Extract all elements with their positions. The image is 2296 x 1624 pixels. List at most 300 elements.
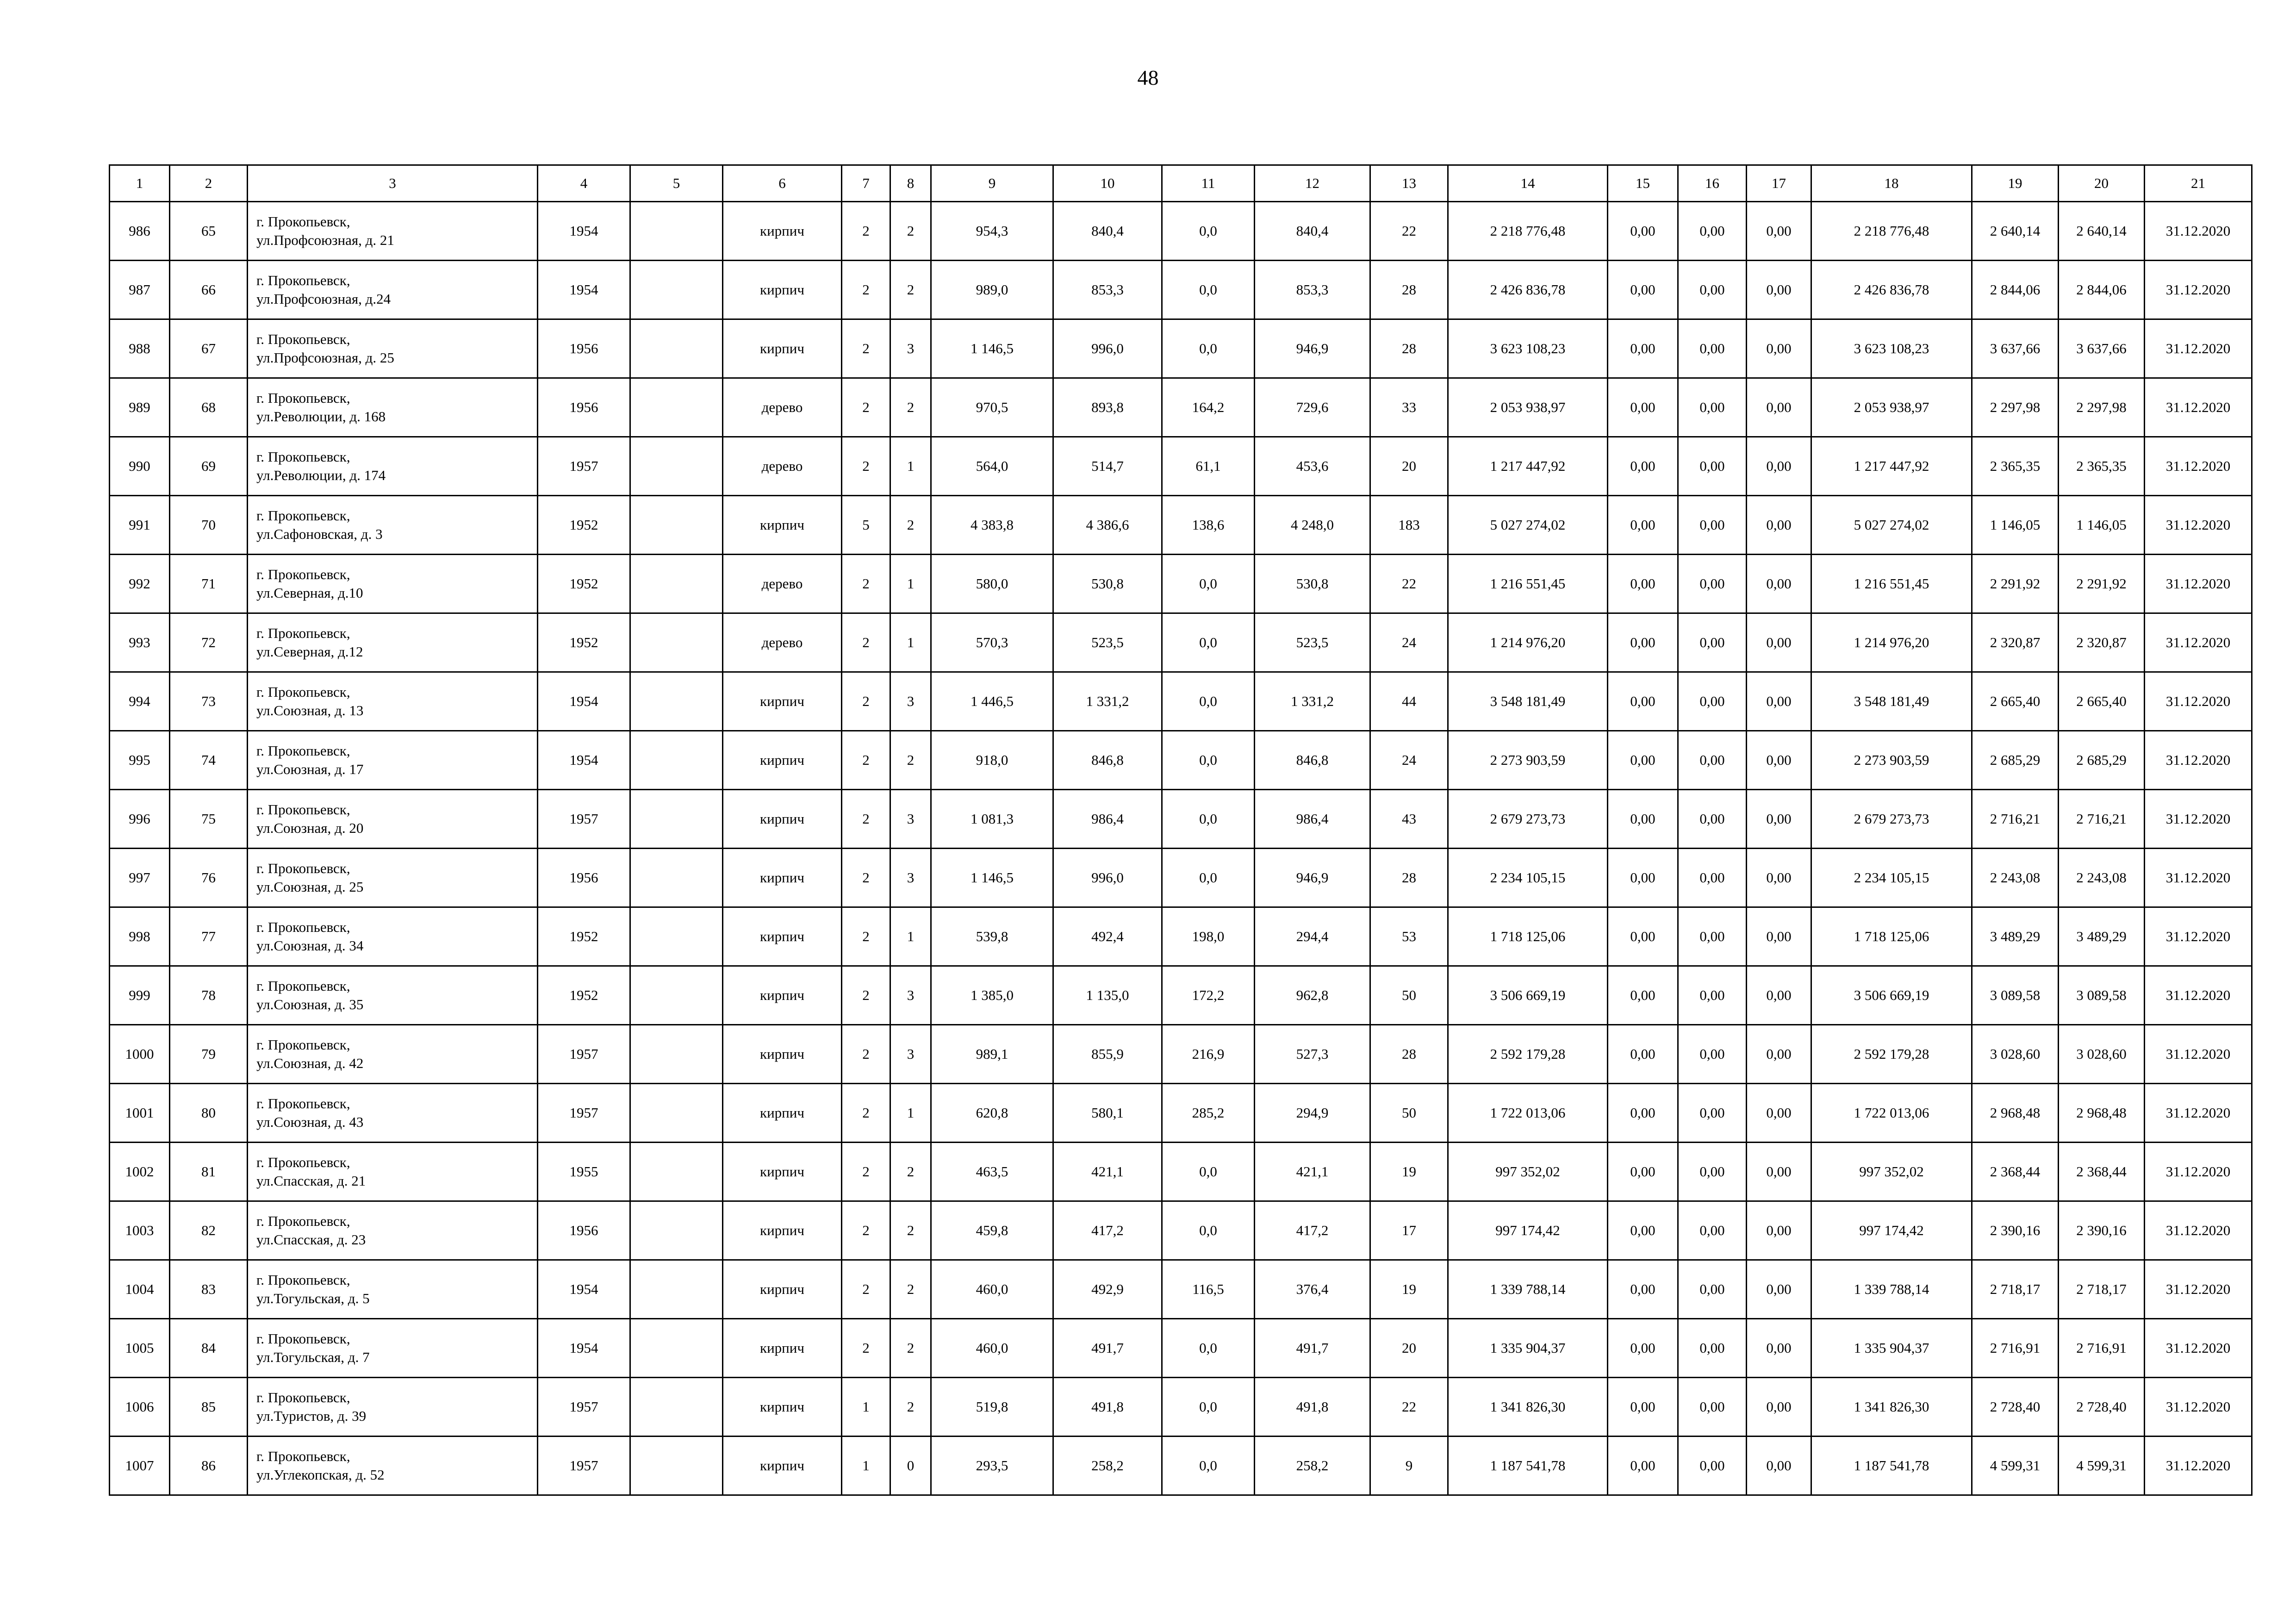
column-9-cell: 570,3 bbox=[931, 613, 1053, 672]
column-14-cell: 3 506 669,19 bbox=[1448, 966, 1608, 1025]
address-city: г. Прокопьевск, bbox=[256, 919, 350, 935]
column-14-cell: 2 426 836,78 bbox=[1448, 261, 1608, 319]
address-cell bbox=[248, 261, 538, 319]
address-street: ул.Северная, д.12 bbox=[256, 643, 363, 660]
table-row bbox=[110, 672, 2252, 731]
date-cell: 31.12.2020 bbox=[2145, 378, 2252, 437]
address-street: ул.Тогульская, д. 7 bbox=[256, 1349, 370, 1365]
column-5-cell bbox=[630, 907, 723, 966]
address-cell bbox=[248, 1437, 538, 1495]
column-8-cell: 2 bbox=[890, 1378, 931, 1437]
column-19-cell: 2 718,17 bbox=[1972, 1260, 2059, 1319]
column-17-cell: 0,00 bbox=[1747, 202, 1811, 261]
column-11-cell: 0,0 bbox=[1162, 1437, 1255, 1495]
material-cell: кирпич bbox=[723, 496, 842, 555]
column-18-cell: 1 339 788,14 bbox=[1811, 1260, 1972, 1319]
column-11-cell: 198,0 bbox=[1162, 907, 1255, 966]
date-cell: 31.12.2020 bbox=[2145, 496, 2252, 555]
column-16-cell: 0,00 bbox=[1678, 1319, 1747, 1378]
column-17-cell: 0,00 bbox=[1747, 731, 1811, 790]
column-15-cell: 0,00 bbox=[1608, 613, 1678, 672]
column-9-cell: 918,0 bbox=[931, 731, 1053, 790]
column-17-cell: 0,00 bbox=[1747, 672, 1811, 731]
column-8-cell: 2 bbox=[890, 496, 931, 555]
date-cell: 31.12.2020 bbox=[2145, 1025, 2252, 1084]
address-street: ул.Профсоюзная, д. 25 bbox=[256, 350, 394, 366]
address-street: ул.Спасская, д. 21 bbox=[256, 1173, 366, 1189]
column-9-cell: 539,8 bbox=[931, 907, 1053, 966]
column-7-cell: 2 bbox=[842, 907, 890, 966]
date-cell: 31.12.2020 bbox=[2145, 613, 2252, 672]
column-7-cell: 2 bbox=[842, 1319, 890, 1378]
column-8-cell: 3 bbox=[890, 1025, 931, 1084]
column-9-cell: 460,0 bbox=[931, 1260, 1053, 1319]
row-number-cell: 1003 bbox=[110, 1201, 170, 1260]
column-12-cell: 986,4 bbox=[1255, 790, 1370, 849]
table-row bbox=[110, 966, 2252, 1025]
column-16-cell: 0,00 bbox=[1678, 378, 1747, 437]
column-20-cell: 2 365,35 bbox=[2059, 437, 2145, 496]
material-cell: дерево bbox=[723, 378, 842, 437]
sub-number-cell: 86 bbox=[170, 1437, 248, 1495]
column-header: 18 bbox=[1811, 165, 1972, 202]
column-14-cell: 997 352,02 bbox=[1448, 1143, 1608, 1201]
column-18-cell: 1 718 125,06 bbox=[1811, 907, 1972, 966]
column-12-cell: 853,3 bbox=[1255, 261, 1370, 319]
column-8-cell: 2 bbox=[890, 1260, 931, 1319]
year-cell: 1954 bbox=[538, 672, 630, 731]
column-12-cell: 523,5 bbox=[1255, 613, 1370, 672]
column-16-cell: 0,00 bbox=[1678, 202, 1747, 261]
table-row bbox=[110, 261, 2252, 319]
column-20-cell: 2 368,44 bbox=[2059, 1143, 2145, 1201]
column-19-cell: 2 291,92 bbox=[1972, 555, 2059, 613]
column-18-cell: 2 218 776,48 bbox=[1811, 202, 1972, 261]
column-5-cell bbox=[630, 202, 723, 261]
address-street: ул.Союзная, д. 34 bbox=[256, 937, 364, 954]
column-18-cell: 2 592 179,28 bbox=[1811, 1025, 1972, 1084]
column-10-cell: 996,0 bbox=[1053, 849, 1162, 907]
table-body bbox=[110, 202, 2252, 1495]
year-cell: 1954 bbox=[538, 1319, 630, 1378]
column-9-cell: 1 146,5 bbox=[931, 319, 1053, 378]
column-13-cell: 44 bbox=[1370, 672, 1448, 731]
column-7-cell: 2 bbox=[842, 555, 890, 613]
column-11-cell: 0,0 bbox=[1162, 261, 1255, 319]
column-8-cell: 2 bbox=[890, 1201, 931, 1260]
column-20-cell: 2 640,14 bbox=[2059, 202, 2145, 261]
address-cell bbox=[248, 1025, 538, 1084]
column-19-cell: 2 665,40 bbox=[1972, 672, 2059, 731]
address-street: ул.Союзная, д. 35 bbox=[256, 996, 364, 1012]
column-header: 2 bbox=[170, 165, 248, 202]
row-number-cell: 1002 bbox=[110, 1143, 170, 1201]
column-9-cell: 519,8 bbox=[931, 1378, 1053, 1437]
column-12-cell: 258,2 bbox=[1255, 1437, 1370, 1495]
column-19-cell: 2 716,21 bbox=[1972, 790, 2059, 849]
column-17-cell: 0,00 bbox=[1747, 555, 1811, 613]
column-13-cell: 17 bbox=[1370, 1201, 1448, 1260]
column-12-cell: 491,7 bbox=[1255, 1319, 1370, 1378]
column-header: 8 bbox=[890, 165, 931, 202]
address-city: г. Прокопьевск, bbox=[256, 1213, 350, 1229]
column-19-cell: 2 728,40 bbox=[1972, 1378, 2059, 1437]
column-7-cell: 2 bbox=[842, 1025, 890, 1084]
column-5-cell bbox=[630, 1025, 723, 1084]
column-5-cell bbox=[630, 1201, 723, 1260]
column-9-cell: 564,0 bbox=[931, 437, 1053, 496]
column-10-cell: 853,3 bbox=[1053, 261, 1162, 319]
page-number: 48 bbox=[1137, 66, 1159, 89]
column-11-cell: 0,0 bbox=[1162, 202, 1255, 261]
column-5-cell bbox=[630, 1260, 723, 1319]
column-13-cell: 22 bbox=[1370, 555, 1448, 613]
date-cell: 31.12.2020 bbox=[2145, 437, 2252, 496]
row-number-cell: 994 bbox=[110, 672, 170, 731]
column-7-cell: 2 bbox=[842, 672, 890, 731]
column-9-cell: 970,5 bbox=[931, 378, 1053, 437]
address-cell bbox=[248, 1084, 538, 1143]
column-15-cell: 0,00 bbox=[1608, 555, 1678, 613]
material-cell: кирпич bbox=[723, 1260, 842, 1319]
column-16-cell: 0,00 bbox=[1678, 1201, 1747, 1260]
column-11-cell: 0,0 bbox=[1162, 1201, 1255, 1260]
column-10-cell: 1 331,2 bbox=[1053, 672, 1162, 731]
column-9-cell: 620,8 bbox=[931, 1084, 1053, 1143]
column-11-cell: 0,0 bbox=[1162, 849, 1255, 907]
column-12-cell: 376,4 bbox=[1255, 1260, 1370, 1319]
address-city: г. Прокопьевск, bbox=[256, 801, 350, 818]
column-14-cell: 5 027 274,02 bbox=[1448, 496, 1608, 555]
column-8-cell: 2 bbox=[890, 378, 931, 437]
column-8-cell: 2 bbox=[890, 1319, 931, 1378]
column-20-cell: 2 718,17 bbox=[2059, 1260, 2145, 1319]
column-20-cell: 2 685,29 bbox=[2059, 731, 2145, 790]
column-17-cell: 0,00 bbox=[1747, 1437, 1811, 1495]
address-cell bbox=[248, 437, 538, 496]
column-9-cell: 1 385,0 bbox=[931, 966, 1053, 1025]
column-15-cell: 0,00 bbox=[1608, 1143, 1678, 1201]
address-cell bbox=[248, 202, 538, 261]
column-18-cell: 1 722 013,06 bbox=[1811, 1084, 1972, 1143]
sub-number-cell: 67 bbox=[170, 319, 248, 378]
column-14-cell: 1 339 788,14 bbox=[1448, 1260, 1608, 1319]
column-11-cell: 0,0 bbox=[1162, 319, 1255, 378]
column-17-cell: 0,00 bbox=[1747, 966, 1811, 1025]
column-5-cell bbox=[630, 1378, 723, 1437]
column-7-cell: 2 bbox=[842, 319, 890, 378]
column-18-cell: 1 214 976,20 bbox=[1811, 613, 1972, 672]
column-20-cell: 2 716,91 bbox=[2059, 1319, 2145, 1378]
year-cell: 1957 bbox=[538, 790, 630, 849]
column-11-cell: 0,0 bbox=[1162, 555, 1255, 613]
column-header: 16 bbox=[1678, 165, 1747, 202]
column-5-cell bbox=[630, 613, 723, 672]
row-number-cell: 999 bbox=[110, 966, 170, 1025]
column-14-cell: 1 718 125,06 bbox=[1448, 907, 1608, 966]
column-header: 17 bbox=[1747, 165, 1811, 202]
date-cell: 31.12.2020 bbox=[2145, 907, 2252, 966]
table-row bbox=[110, 1084, 2252, 1143]
column-10-cell: 1 135,0 bbox=[1053, 966, 1162, 1025]
column-8-cell: 3 bbox=[890, 849, 931, 907]
row-number-cell: 986 bbox=[110, 202, 170, 261]
address-cell bbox=[248, 966, 538, 1025]
column-11-cell: 164,2 bbox=[1162, 378, 1255, 437]
column-13-cell: 53 bbox=[1370, 907, 1448, 966]
column-10-cell: 492,9 bbox=[1053, 1260, 1162, 1319]
column-13-cell: 20 bbox=[1370, 437, 1448, 496]
table-row bbox=[110, 1025, 2252, 1084]
material-cell: кирпич bbox=[723, 1319, 842, 1378]
date-cell: 31.12.2020 bbox=[2145, 1084, 2252, 1143]
row-number-cell: 1001 bbox=[110, 1084, 170, 1143]
address-street: ул.Сафоновская, д. 3 bbox=[256, 526, 383, 542]
column-8-cell: 1 bbox=[890, 1084, 931, 1143]
column-19-cell: 1 146,05 bbox=[1972, 496, 2059, 555]
column-17-cell: 0,00 bbox=[1747, 319, 1811, 378]
column-9-cell: 1 146,5 bbox=[931, 849, 1053, 907]
column-16-cell: 0,00 bbox=[1678, 1084, 1747, 1143]
column-9-cell: 1 446,5 bbox=[931, 672, 1053, 731]
column-15-cell: 0,00 bbox=[1608, 1025, 1678, 1084]
year-cell: 1952 bbox=[538, 907, 630, 966]
sub-number-cell: 78 bbox=[170, 966, 248, 1025]
column-17-cell: 0,00 bbox=[1747, 1025, 1811, 1084]
column-5-cell bbox=[630, 378, 723, 437]
column-12-cell: 4 248,0 bbox=[1255, 496, 1370, 555]
column-11-cell: 0,0 bbox=[1162, 731, 1255, 790]
address-city: г. Прокопьевск, bbox=[256, 743, 350, 759]
column-8-cell: 2 bbox=[890, 1143, 931, 1201]
column-10-cell: 491,7 bbox=[1053, 1319, 1162, 1378]
column-15-cell: 0,00 bbox=[1608, 849, 1678, 907]
column-17-cell: 0,00 bbox=[1747, 1084, 1811, 1143]
column-15-cell: 0,00 bbox=[1608, 1437, 1678, 1495]
date-cell: 31.12.2020 bbox=[2145, 319, 2252, 378]
column-20-cell: 2 716,21 bbox=[2059, 790, 2145, 849]
column-header: 19 bbox=[1972, 165, 2059, 202]
column-11-cell: 0,0 bbox=[1162, 790, 1255, 849]
date-cell: 31.12.2020 bbox=[2145, 672, 2252, 731]
column-20-cell: 2 291,92 bbox=[2059, 555, 2145, 613]
address-city: г. Прокопьевск, bbox=[256, 449, 350, 465]
address-city: г. Прокопьевск, bbox=[256, 1154, 350, 1170]
table-row bbox=[110, 790, 2252, 849]
address-street: ул.Революции, д. 174 bbox=[256, 467, 386, 483]
address-street: ул.Туристов, д. 39 bbox=[256, 1408, 367, 1424]
address-city: г. Прокопьевск, bbox=[256, 625, 350, 641]
row-number-cell: 989 bbox=[110, 378, 170, 437]
column-14-cell: 1 217 447,92 bbox=[1448, 437, 1608, 496]
table-row bbox=[110, 1437, 2252, 1495]
column-12-cell: 294,4 bbox=[1255, 907, 1370, 966]
column-16-cell: 0,00 bbox=[1678, 437, 1747, 496]
column-13-cell: 28 bbox=[1370, 261, 1448, 319]
column-18-cell: 3 548 181,49 bbox=[1811, 672, 1972, 731]
column-12-cell: 453,6 bbox=[1255, 437, 1370, 496]
address-city: г. Прокопьевск, bbox=[256, 1095, 350, 1112]
column-13-cell: 28 bbox=[1370, 319, 1448, 378]
column-10-cell: 492,4 bbox=[1053, 907, 1162, 966]
column-15-cell: 0,00 bbox=[1608, 1201, 1678, 1260]
date-cell: 31.12.2020 bbox=[2145, 790, 2252, 849]
address-cell bbox=[248, 849, 538, 907]
column-9-cell: 1 081,3 bbox=[931, 790, 1053, 849]
column-8-cell: 3 bbox=[890, 790, 931, 849]
column-17-cell: 0,00 bbox=[1747, 261, 1811, 319]
sub-number-cell: 84 bbox=[170, 1319, 248, 1378]
address-city: г. Прокопьевск, bbox=[256, 860, 350, 876]
column-11-cell: 116,5 bbox=[1162, 1260, 1255, 1319]
table-row bbox=[110, 378, 2252, 437]
column-9-cell: 293,5 bbox=[931, 1437, 1053, 1495]
sub-number-cell: 85 bbox=[170, 1378, 248, 1437]
table-row bbox=[110, 1319, 2252, 1378]
date-cell: 31.12.2020 bbox=[2145, 849, 2252, 907]
column-13-cell: 50 bbox=[1370, 1084, 1448, 1143]
year-cell: 1957 bbox=[538, 1084, 630, 1143]
column-20-cell: 3 028,60 bbox=[2059, 1025, 2145, 1084]
sub-number-cell: 82 bbox=[170, 1201, 248, 1260]
column-19-cell: 2 716,91 bbox=[1972, 1319, 2059, 1378]
column-12-cell: 840,4 bbox=[1255, 202, 1370, 261]
column-19-cell: 2 968,48 bbox=[1972, 1084, 2059, 1143]
column-8-cell: 3 bbox=[890, 672, 931, 731]
column-12-cell: 421,1 bbox=[1255, 1143, 1370, 1201]
column-8-cell: 1 bbox=[890, 555, 931, 613]
column-10-cell: 258,2 bbox=[1053, 1437, 1162, 1495]
row-number-cell: 998 bbox=[110, 907, 170, 966]
column-20-cell: 3 089,58 bbox=[2059, 966, 2145, 1025]
column-16-cell: 0,00 bbox=[1678, 1378, 1747, 1437]
row-number-cell: 997 bbox=[110, 849, 170, 907]
table-row bbox=[110, 1260, 2252, 1319]
table-row bbox=[110, 319, 2252, 378]
column-16-cell: 0,00 bbox=[1678, 907, 1747, 966]
column-20-cell: 4 599,31 bbox=[2059, 1437, 2145, 1495]
column-7-cell: 2 bbox=[842, 1260, 890, 1319]
material-cell: кирпич bbox=[723, 1378, 842, 1437]
column-header: 14 bbox=[1448, 165, 1608, 202]
column-header: 4 bbox=[538, 165, 630, 202]
date-cell: 31.12.2020 bbox=[2145, 1319, 2252, 1378]
year-cell: 1952 bbox=[538, 555, 630, 613]
column-19-cell: 3 028,60 bbox=[1972, 1025, 2059, 1084]
column-15-cell: 0,00 bbox=[1608, 261, 1678, 319]
column-15-cell: 0,00 bbox=[1608, 1378, 1678, 1437]
table-row bbox=[110, 1143, 2252, 1201]
column-14-cell: 3 623 108,23 bbox=[1448, 319, 1608, 378]
column-15-cell: 0,00 bbox=[1608, 202, 1678, 261]
date-cell: 31.12.2020 bbox=[2145, 1143, 2252, 1201]
sub-number-cell: 77 bbox=[170, 907, 248, 966]
date-cell: 31.12.2020 bbox=[2145, 202, 2252, 261]
column-13-cell: 22 bbox=[1370, 202, 1448, 261]
year-cell: 1954 bbox=[538, 261, 630, 319]
column-7-cell: 2 bbox=[842, 966, 890, 1025]
table-row bbox=[110, 907, 2252, 966]
column-20-cell: 2 297,98 bbox=[2059, 378, 2145, 437]
column-18-cell: 1 216 551,45 bbox=[1811, 555, 1972, 613]
column-12-cell: 530,8 bbox=[1255, 555, 1370, 613]
column-17-cell: 0,00 bbox=[1747, 378, 1811, 437]
column-header: 10 bbox=[1053, 165, 1162, 202]
column-5-cell bbox=[630, 1319, 723, 1378]
column-16-cell: 0,00 bbox=[1678, 1437, 1747, 1495]
address-cell bbox=[248, 555, 538, 613]
column-14-cell: 1 187 541,78 bbox=[1448, 1437, 1608, 1495]
column-7-cell: 1 bbox=[842, 1378, 890, 1437]
column-20-cell: 3 489,29 bbox=[2059, 907, 2145, 966]
sub-number-cell: 65 bbox=[170, 202, 248, 261]
column-15-cell: 0,00 bbox=[1608, 1260, 1678, 1319]
column-18-cell: 1 187 541,78 bbox=[1811, 1437, 1972, 1495]
column-12-cell: 962,8 bbox=[1255, 966, 1370, 1025]
address-cell bbox=[248, 496, 538, 555]
address-street: ул.Углекопская, д. 52 bbox=[256, 1467, 385, 1483]
column-10-cell: 996,0 bbox=[1053, 319, 1162, 378]
column-16-cell: 0,00 bbox=[1678, 555, 1747, 613]
sub-number-cell: 75 bbox=[170, 790, 248, 849]
date-cell: 31.12.2020 bbox=[2145, 261, 2252, 319]
sub-number-cell: 68 bbox=[170, 378, 248, 437]
material-cell: кирпич bbox=[723, 1201, 842, 1260]
column-19-cell: 2 243,08 bbox=[1972, 849, 2059, 907]
housing-register-table bbox=[109, 164, 2252, 1496]
column-15-cell: 0,00 bbox=[1608, 907, 1678, 966]
column-17-cell: 0,00 bbox=[1747, 1143, 1811, 1201]
column-13-cell: 183 bbox=[1370, 496, 1448, 555]
column-5-cell bbox=[630, 672, 723, 731]
column-11-cell: 0,0 bbox=[1162, 1143, 1255, 1201]
column-19-cell: 2 640,14 bbox=[1972, 202, 2059, 261]
column-7-cell: 5 bbox=[842, 496, 890, 555]
address-city: г. Прокопьевск, bbox=[256, 978, 350, 994]
column-19-cell: 4 599,31 bbox=[1972, 1437, 2059, 1495]
column-10-cell: 4 386,6 bbox=[1053, 496, 1162, 555]
column-18-cell: 997 174,42 bbox=[1811, 1201, 1972, 1260]
address-cell bbox=[248, 1260, 538, 1319]
year-cell: 1956 bbox=[538, 849, 630, 907]
column-header: 3 bbox=[248, 165, 538, 202]
column-20-cell: 2 968,48 bbox=[2059, 1084, 2145, 1143]
address-cell bbox=[248, 319, 538, 378]
column-17-cell: 0,00 bbox=[1747, 849, 1811, 907]
column-7-cell: 2 bbox=[842, 731, 890, 790]
column-13-cell: 50 bbox=[1370, 966, 1448, 1025]
column-15-cell: 0,00 bbox=[1608, 1084, 1678, 1143]
address-cell bbox=[248, 790, 538, 849]
address-city: г. Прокопьевск, bbox=[256, 684, 350, 700]
year-cell: 1952 bbox=[538, 613, 630, 672]
address-city: г. Прокопьевск, bbox=[256, 1037, 350, 1053]
column-19-cell: 2 365,35 bbox=[1972, 437, 2059, 496]
column-11-cell: 172,2 bbox=[1162, 966, 1255, 1025]
date-cell: 31.12.2020 bbox=[2145, 1437, 2252, 1495]
column-11-cell: 0,0 bbox=[1162, 1319, 1255, 1378]
column-18-cell: 1 335 904,37 bbox=[1811, 1319, 1972, 1378]
column-19-cell: 2 368,44 bbox=[1972, 1143, 2059, 1201]
address-street: ул.Северная, д.10 bbox=[256, 585, 363, 601]
column-12-cell: 294,9 bbox=[1255, 1084, 1370, 1143]
column-16-cell: 0,00 bbox=[1678, 849, 1747, 907]
column-20-cell: 1 146,05 bbox=[2059, 496, 2145, 555]
column-9-cell: 4 383,8 bbox=[931, 496, 1053, 555]
column-18-cell: 997 352,02 bbox=[1811, 1143, 1972, 1201]
date-cell: 31.12.2020 bbox=[2145, 1201, 2252, 1260]
column-16-cell: 0,00 bbox=[1678, 496, 1747, 555]
